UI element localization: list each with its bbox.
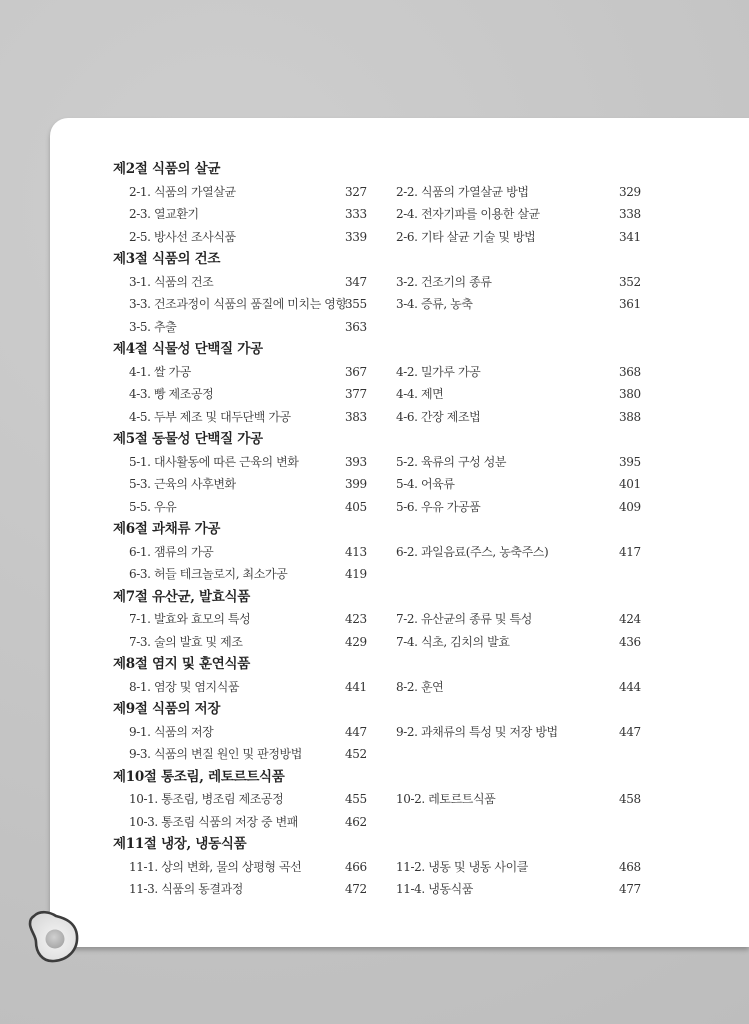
entry-label: 9-3. 식품의 변질 원인 및 판정방법 bbox=[129, 747, 302, 761]
page-number: 339 bbox=[345, 229, 367, 244]
section-title: 제4절 식물성 단백질 가공 bbox=[113, 341, 263, 357]
entry-label: 3-1. 식품의 건조 bbox=[129, 274, 214, 289]
entry-label: 11-2. 냉동 및 냉동 사이클 bbox=[396, 859, 528, 874]
entry-label: 5-5. 우유 bbox=[129, 499, 177, 514]
entry-label: 11-3. 식품의 동결과정 bbox=[129, 882, 243, 896]
section-title: 제10절 통조림, 레토르트식품 bbox=[113, 768, 285, 785]
entry-label: 4-5. 두부 제조 및 대두단백 가공 bbox=[129, 409, 291, 424]
entry-label: 7-4. 식초, 김치의 발효 bbox=[396, 634, 510, 649]
entry-label: 8-2. 훈연 bbox=[396, 679, 444, 694]
section-title: 제6절 과채류 가공 bbox=[113, 521, 221, 537]
entry-label: 5-6. 우유 가공품 bbox=[396, 499, 481, 514]
page-number: 395 bbox=[619, 454, 641, 469]
entry-label: 4-2. 밀가루 가공 bbox=[396, 364, 481, 379]
page-number: 405 bbox=[345, 499, 367, 514]
page-number: 466 bbox=[345, 859, 367, 874]
page-number: 327 bbox=[345, 184, 367, 199]
entry-label: 4-3. 빵 제조공정 bbox=[129, 387, 214, 401]
page-number: 401 bbox=[619, 477, 641, 491]
page-number: 477 bbox=[619, 882, 641, 896]
page-number: 424 bbox=[619, 612, 641, 626]
entry-label: 11-4. 냉동식품 bbox=[396, 882, 473, 896]
toc-row bbox=[113, 316, 673, 339]
entry-label: 4-1. 쌀 가공 bbox=[129, 364, 191, 379]
page-number: 380 bbox=[619, 387, 641, 401]
section-title: 제2절 식품의 살균 bbox=[113, 161, 221, 177]
page-number: 377 bbox=[345, 387, 367, 401]
page-number: 436 bbox=[619, 634, 641, 649]
page-number: 413 bbox=[345, 544, 367, 559]
entry-label: 9-2. 과채류의 특성 및 저장 방법 bbox=[396, 724, 558, 739]
page-number: 347 bbox=[345, 274, 367, 289]
page-number: 383 bbox=[345, 409, 367, 424]
entry-label: 5-3. 근육의 사후변화 bbox=[129, 477, 236, 491]
entry-label: 10-1. 통조림, 병조림 제조공정 bbox=[129, 792, 284, 806]
entry-label: 8-1. 염장 및 염지식품 bbox=[129, 679, 240, 694]
entry-label: 11-1. 상의 변화, 물의 상평형 곡선 bbox=[129, 859, 302, 874]
page-number: 441 bbox=[345, 679, 367, 694]
toc-row bbox=[113, 293, 673, 316]
entry-label: 2-1. 식품의 가열살균 bbox=[129, 184, 236, 199]
page-number: 409 bbox=[619, 499, 641, 514]
toc-row bbox=[113, 811, 673, 834]
entry-label: 2-5. 방사선 조사식품 bbox=[129, 229, 236, 244]
toc-row bbox=[113, 878, 673, 901]
entry-label: 9-1. 식품의 저장 bbox=[129, 724, 214, 739]
entry-label: 2-6. 기타 살균 기술 및 방법 bbox=[396, 229, 536, 244]
toc-row bbox=[113, 541, 673, 564]
toc-row bbox=[113, 361, 673, 384]
toc-row bbox=[113, 451, 673, 474]
toc-row bbox=[113, 856, 673, 879]
entry-label: 7-3. 술의 발효 및 제조 bbox=[129, 634, 243, 649]
page-number: 352 bbox=[619, 274, 641, 289]
entry-label: 6-1. 잼류의 가공 bbox=[129, 544, 214, 559]
section-title: 제7절 유산균, 발효식품 bbox=[113, 588, 250, 605]
page-number: 333 bbox=[345, 207, 367, 221]
entry-label: 5-4. 어육류 bbox=[396, 477, 455, 491]
toc-row bbox=[113, 406, 673, 429]
page-number: 423 bbox=[345, 612, 367, 626]
section-title: 제11절 냉장, 냉동식품 bbox=[113, 836, 247, 852]
page-number: 462 bbox=[345, 814, 367, 829]
page-number: 447 bbox=[345, 724, 367, 739]
page-number: 367 bbox=[345, 364, 367, 379]
page-number: 455 bbox=[345, 792, 367, 806]
toc-row bbox=[113, 631, 673, 654]
page-number: 419 bbox=[345, 567, 367, 581]
page-number: 368 bbox=[619, 364, 641, 379]
page-number: 341 bbox=[619, 229, 641, 244]
entry-label: 7-1. 발효와 효모의 특성 bbox=[129, 612, 251, 626]
section-title: 제3절 식품의 건조 bbox=[113, 251, 221, 267]
entry-label: 10-2. 레토르트식품 bbox=[396, 792, 496, 806]
toc-row bbox=[113, 676, 673, 699]
toc-row bbox=[113, 788, 673, 811]
page-number: 417 bbox=[619, 544, 641, 559]
toc-row bbox=[113, 743, 673, 766]
page-number: 399 bbox=[345, 477, 367, 491]
toc-row bbox=[113, 383, 673, 406]
toc-row bbox=[113, 721, 673, 744]
entry-label: 10-3. 통조림 식품의 저장 중 변패 bbox=[129, 814, 298, 829]
entry-label: 4-4. 제면 bbox=[396, 387, 444, 401]
page-number: 429 bbox=[345, 634, 367, 649]
entry-label: 3-2. 건조기의 종류 bbox=[396, 274, 492, 289]
page-number: 355 bbox=[345, 297, 367, 311]
page-number: 468 bbox=[619, 859, 641, 874]
toc-row bbox=[113, 563, 673, 586]
page-number: 458 bbox=[619, 792, 641, 806]
section-title: 제8절 염지 및 훈연식품 bbox=[113, 656, 250, 672]
toc-row bbox=[113, 203, 673, 226]
page-number: 447 bbox=[619, 724, 641, 739]
page-number: 472 bbox=[345, 882, 367, 896]
toc-row bbox=[113, 271, 673, 294]
entry-label: 5-1. 대사활동에 따른 근육의 변화 bbox=[129, 454, 299, 469]
entry-label: 3-3. 건조과정이 식품의 품질에 미치는 영향 bbox=[129, 297, 347, 311]
entry-label: 3-4. 증류, 농축 bbox=[396, 297, 473, 311]
entry-label: 5-2. 육류의 구성 성분 bbox=[396, 454, 507, 469]
toc-row bbox=[113, 473, 673, 496]
section-title: 제9절 식품의 저장 bbox=[113, 701, 221, 717]
page-number: 329 bbox=[619, 184, 641, 199]
page-number: 363 bbox=[345, 319, 367, 334]
entry-label: 4-6. 간장 제조법 bbox=[396, 409, 481, 424]
toc-row bbox=[113, 226, 673, 249]
page-number: 444 bbox=[619, 679, 641, 694]
section-title: 제5절 동물성 단백질 가공 bbox=[113, 431, 263, 447]
entry-label: 6-3. 허들 테크놀로지, 최소가공 bbox=[129, 567, 288, 581]
entry-label: 2-3. 열교환기 bbox=[129, 207, 199, 221]
toc-row bbox=[113, 181, 673, 204]
entry-label: 7-2. 유산균의 종류 및 특성 bbox=[396, 612, 532, 626]
page-number: 393 bbox=[345, 454, 367, 469]
entry-label: 2-2. 식품의 가열살균 방법 bbox=[396, 184, 529, 199]
entry-label: 3-5. 추출 bbox=[129, 319, 177, 334]
toc-row bbox=[113, 496, 673, 519]
page-number: 452 bbox=[345, 747, 367, 761]
page-number: 361 bbox=[619, 297, 641, 311]
fried-egg-icon bbox=[26, 908, 82, 964]
entry-label: 6-2. 과일음료(주스, 농축주스) bbox=[396, 544, 549, 559]
toc-row bbox=[113, 608, 673, 631]
table-of-contents bbox=[113, 158, 673, 901]
page-number: 388 bbox=[619, 409, 641, 424]
page-number: 338 bbox=[619, 207, 641, 221]
entry-label: 2-4. 전자기파를 이용한 살균 bbox=[396, 207, 540, 221]
